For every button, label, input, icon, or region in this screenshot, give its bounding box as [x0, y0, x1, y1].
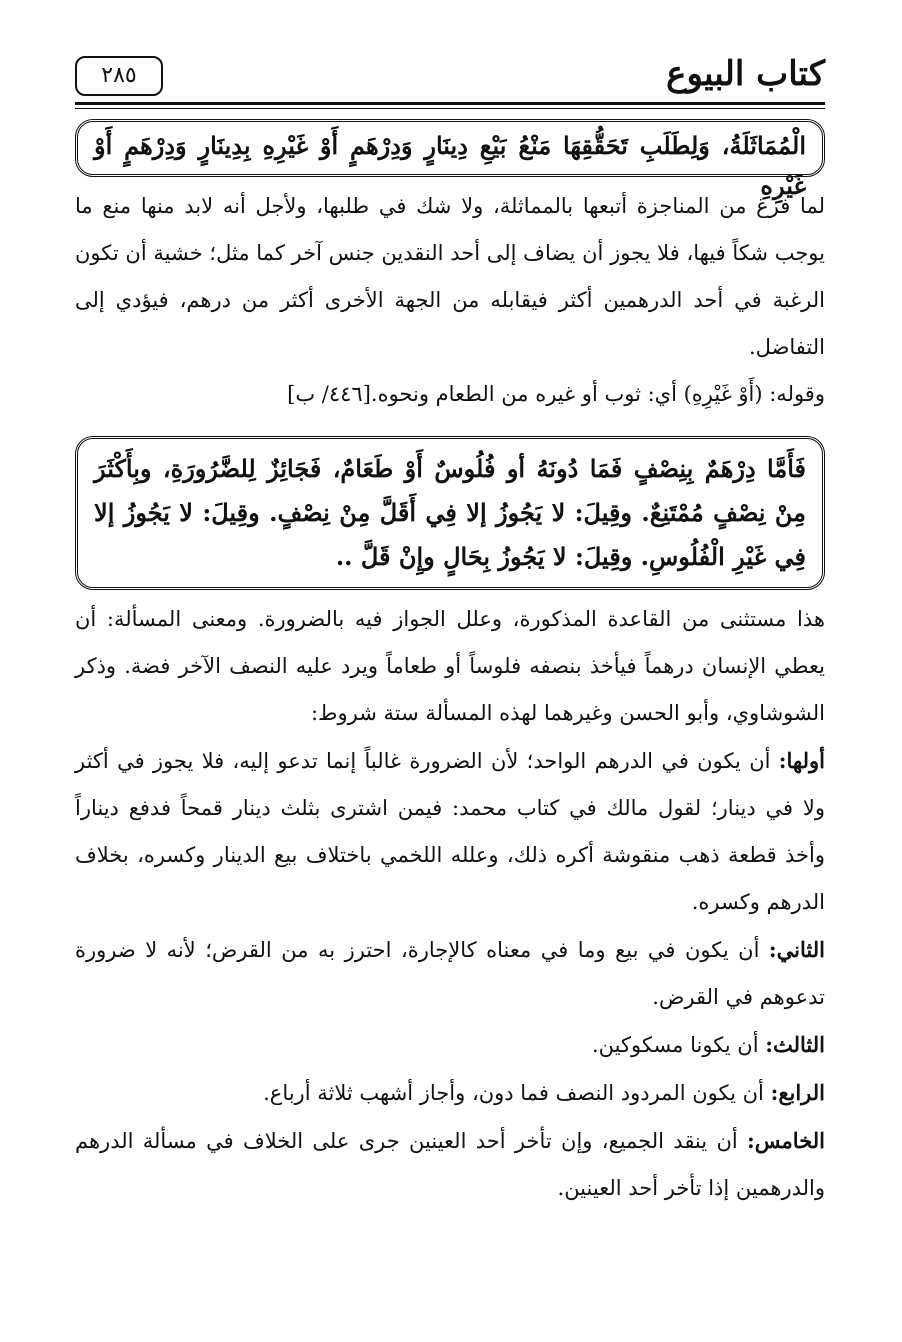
matn-box-2: فَأَمَّا دِرْهَمٌ بِنِصْفٍ فَمَا دُونَهُ أو فُلُوسٌ أَوْ طَعَامٌ، فَجَائِزٌ لِلضَّرُورَةِ، وبِأَكْثَرَ مِنْ نِصْفٍ مُمْتَنِعٌ. وقِيلَ: لا يَجُوزُ إلا فِي أَقَلَّ مِنْ نِصْفٍ. وقِيلَ: لا يَجُوزُ إلا فِي غَيْرِ الْفُلُوسِ. وقِيلَ: لا يَجُوزُ بِحَالٍ وإِنْ قَلَّ ..	[75, 436, 825, 590]
commentary-paragraph: لما فرغ من المناجزة أتبعها بالمماثلة، ولا شك في طلبها، ولأجل أنه لابد منها منع ما يوجب شكاً فيها، فلا يجوز أن يضاف إلى أحد النقدين جنس آخر كما مثل؛ خشية أن تكون الرغبة في أحد الدرهمين أكثر فيقابله من الجهة الأخرى أكثر من درهم، فيؤدي إلى التفاضل.	[75, 194, 825, 359]
condition-label: أولها:	[778, 748, 825, 773]
commentary-paragraph: هذا مستثنى من القاعدة المذكورة، وعلل الجواز فيه بالضرورة. ومعنى المسألة: أن يعطي الإنسان درهماً فيأخذ بنصفه فلوساً أو طعاماً ويرد عليه النصف الآخر فضة. وذكر الشوشاوي، وأبو الحسن وغيرهما لهذه المسألة ستة شروط:	[75, 607, 825, 725]
book-page	[75, 50, 825, 1310]
page-header	[75, 50, 825, 105]
condition-label: الرابع:	[770, 1080, 825, 1105]
condition-label: الثالث:	[765, 1032, 825, 1057]
condition-text: أن ينقد الجميع، وإن تأخر أحد العينين جرى على الخلاف في مسألة الدرهم والدرهمين إذا تأخر أحد العينين.	[75, 1129, 825, 1200]
condition-label: الخامس:	[747, 1128, 825, 1153]
condition-paragraph	[75, 737, 825, 926]
condition-paragraph	[75, 926, 825, 1021]
commentary-paragraph: وقوله: (أَوْ غَيْرِهِ) أي: ثوب أو غيره من الطعام ونحوه.[٤٤٦/ ب]	[287, 382, 825, 406]
condition-paragraph	[75, 1069, 825, 1117]
condition-text: أن يكون في الدرهم الواحد؛ لأن الضرورة غالباً إنما تدعو إليه، فلا يجوز في أكثر ولا في دينار؛ لقول مالك في كتاب محمد: فيمن اشترى بثلث دينار قمحاً فدفع ديناراً وأخذ قطعة ذهب منقوشة أكره ذلك، وعلله اللخمي باختلاف بيع الدينار وكسره، بخلاف الدرهم وكسره.	[75, 749, 825, 914]
matn-box-1: الْمُمَاثَلَةُ، وَلِطَلَبِ تَحَقُّقِهَا مَنْعُ بَيْعِ دِينَارٍ وَدِرْهَمٍ أَوْ غَيْرِهِ بِدِينَارٍ وَدِرْهَمٍ أَوْ غَيْرِهِ	[75, 119, 825, 177]
page-number: ٢٨٥	[75, 56, 163, 96]
condition-text: أن يكونا مسكوكين.	[592, 1033, 766, 1057]
book-title: كتاب البيوع	[666, 54, 825, 94]
condition-label: الثاني:	[768, 937, 825, 962]
condition-text: أن يكون المردود النصف فما دون، وأجاز أشهب ثلاثة أرباع.	[263, 1081, 771, 1105]
condition-paragraph	[75, 1117, 825, 1212]
condition-text: أن يكون في بيع وما في معناه كالإجارة، احترز به من القرض؛ لأنه لا ضرورة تدعوهم في القرض.	[75, 938, 825, 1009]
condition-paragraph	[75, 1021, 825, 1069]
